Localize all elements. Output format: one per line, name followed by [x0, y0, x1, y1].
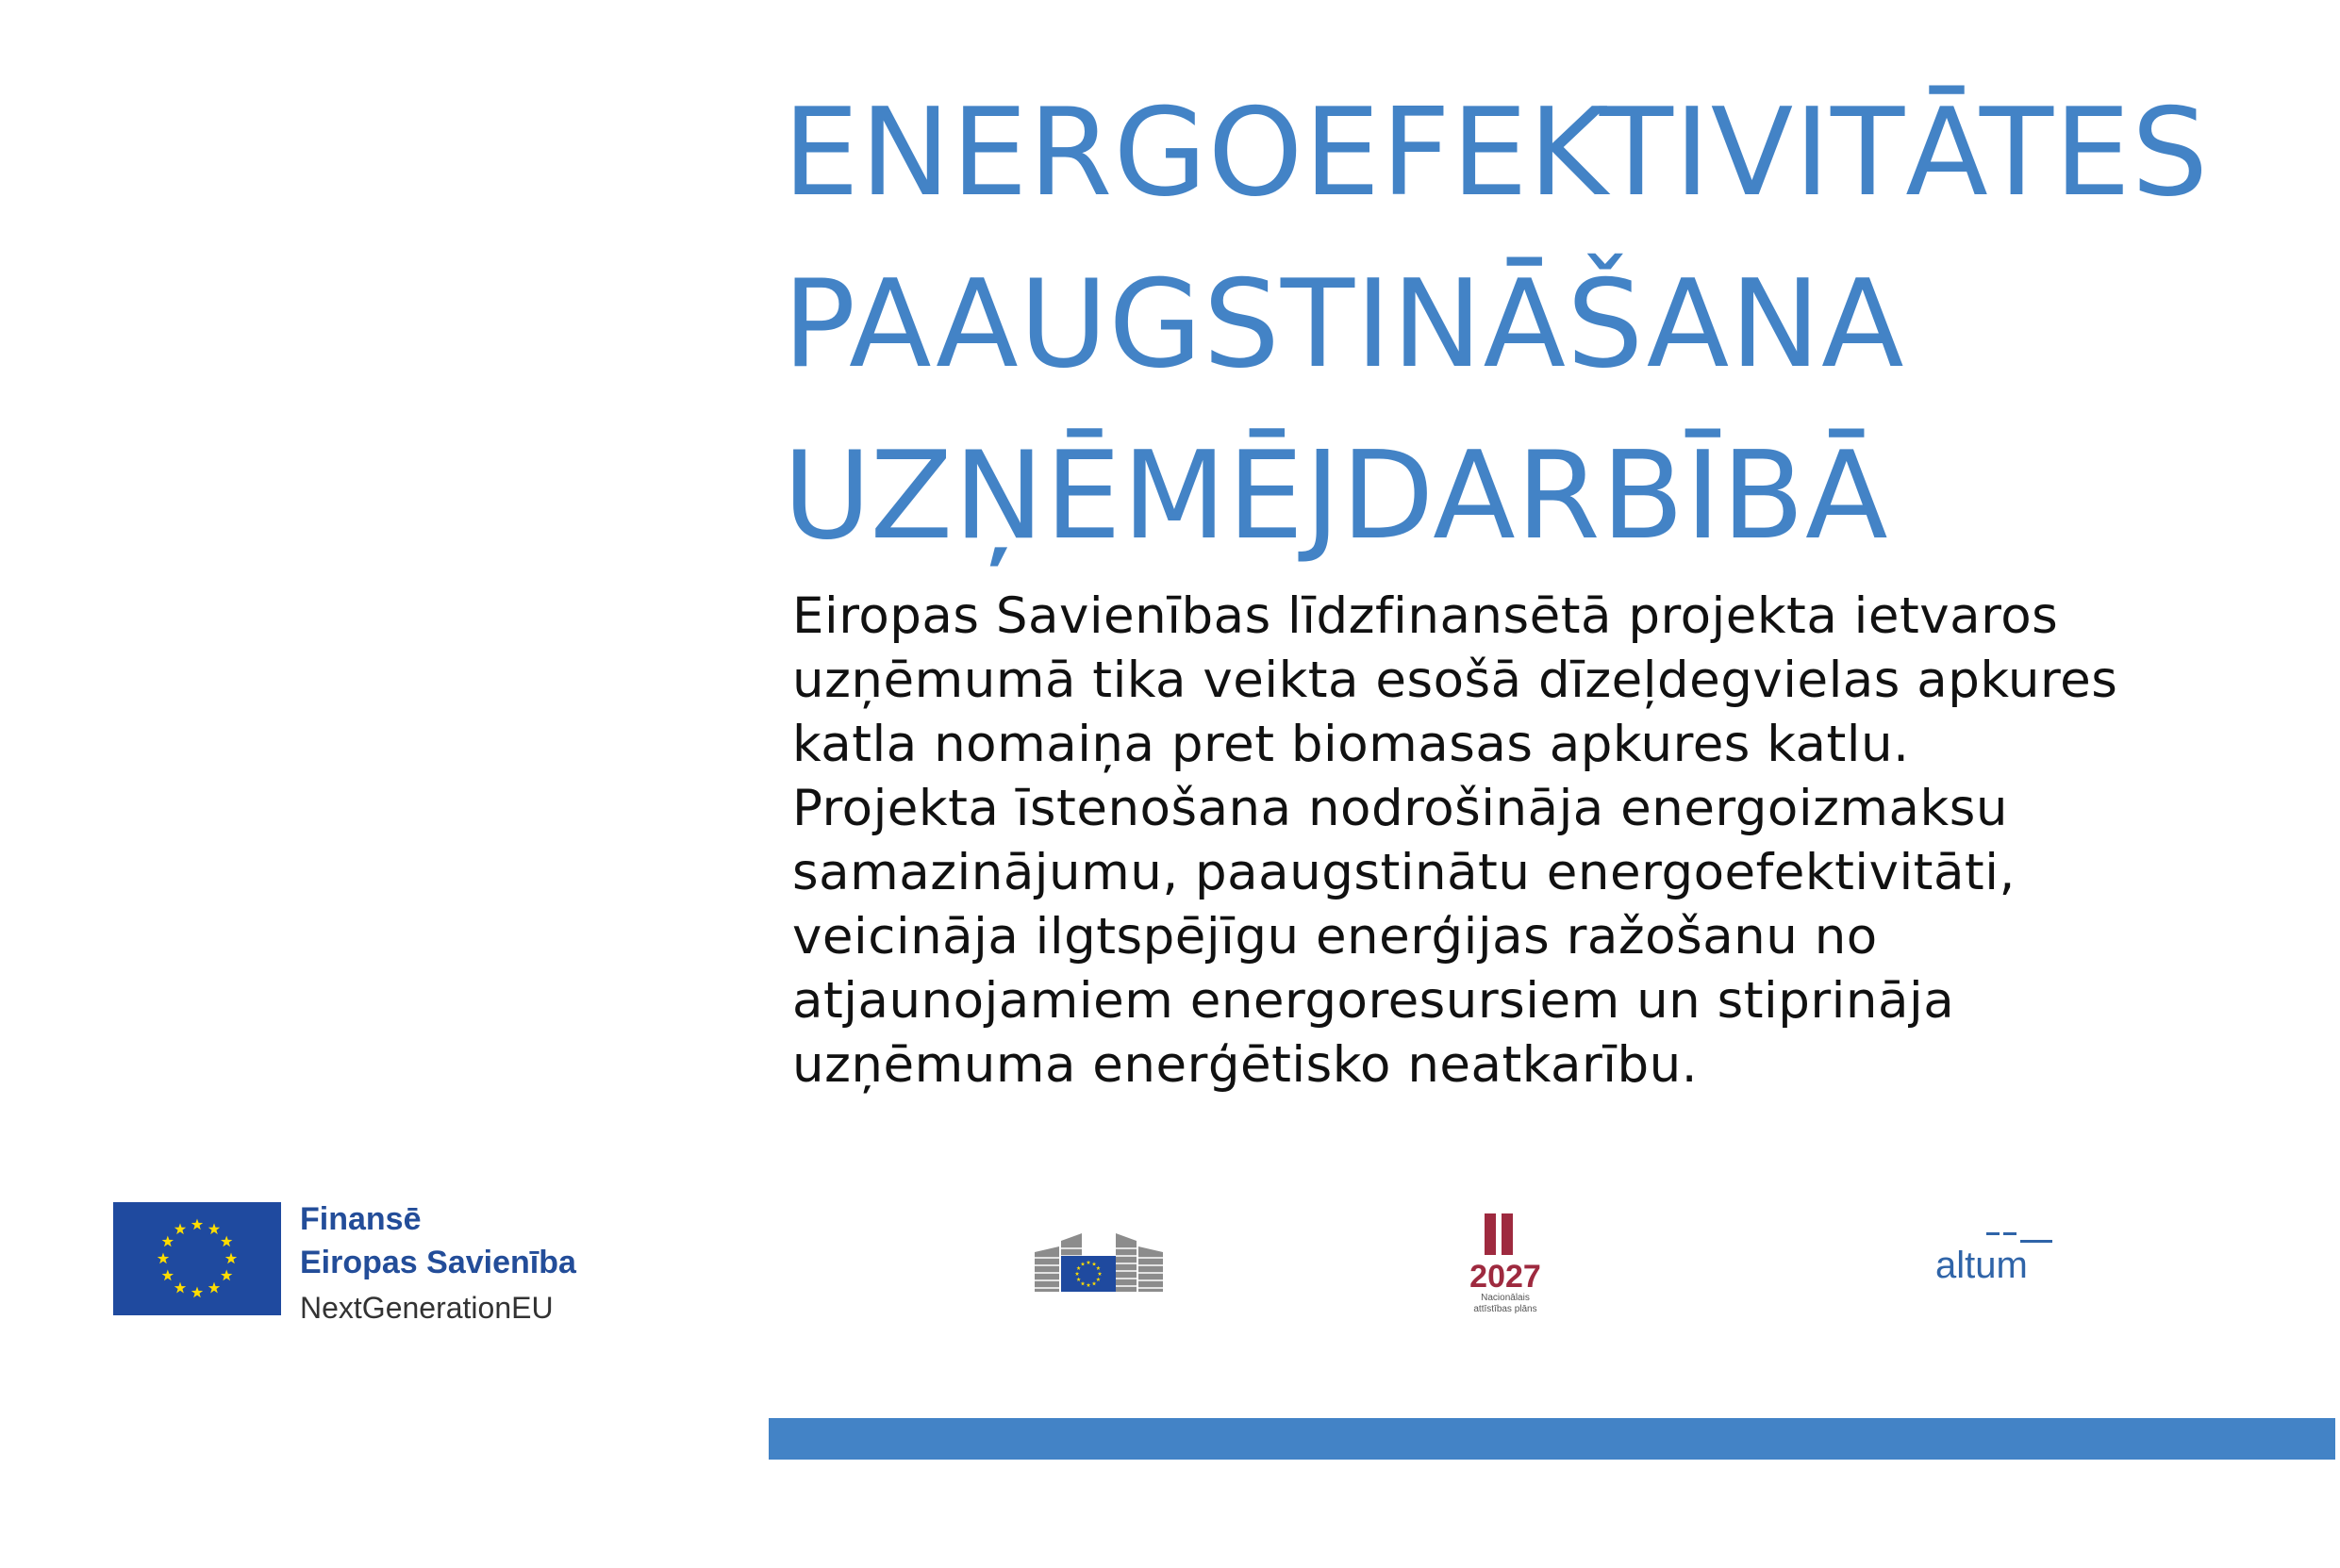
eu-funding-statement: [300, 1197, 576, 1331]
eu-funding-line-3: NextGenerationEU: [300, 1291, 554, 1325]
nap-logo-caption-line-1: Nacionālais: [1481, 1293, 1530, 1303]
title-line-2: PAAUGSTINĀŠANA: [783, 255, 1905, 395]
nap-2027-logo-icon: [1460, 1212, 1554, 1315]
eu-funding-line-2: Eiropas Savienība: [300, 1245, 576, 1280]
description-line: uzņēmumā tika veikta esošā dīzeļdegvielas apkures: [792, 652, 2118, 709]
description-line: Eiropas Savienības līdzfinansētā projekta ietvaros: [792, 587, 2059, 645]
description-line: samazinājumu, paaugstinātu energoefektivitāti,: [792, 844, 2016, 901]
description-line: Projekta īstenošana nodrošināja energoizmaksu: [792, 780, 2008, 837]
title-line-1: ENERGOEFEKTIVITĀTES: [783, 83, 2210, 223]
page-title: [783, 68, 2311, 583]
bottom-accent-bar: [769, 1418, 2335, 1460]
project-description: [792, 585, 2264, 1098]
description-line: katla nomaiņa pret biomasas apkures katlu.: [792, 716, 1910, 773]
eu-flag-icon: [113, 1202, 281, 1315]
eu-funding-line-1: Finansē: [300, 1201, 422, 1237]
nap-logo-caption-line-2: attīstības plāns: [1473, 1304, 1537, 1314]
description-line: uzņēmuma enerģētisko neatkarību.: [792, 1036, 1699, 1094]
description-line: veicināja ilgtspējīgu enerģijas ražošanu no: [792, 908, 1878, 966]
nap-logo-year: 2027: [1469, 1259, 1541, 1295]
altum-wordmark: altum: [1935, 1245, 2028, 1285]
description-line: atjaunojamiem energoresursiem un stiprināja: [792, 972, 1955, 1030]
title-line-3: UZŅĒMĒJDARBĪBĀ: [783, 426, 1889, 567]
european-commission-logo-icon: [1033, 1226, 1165, 1294]
altum-logo-icon: [1933, 1229, 2056, 1285]
